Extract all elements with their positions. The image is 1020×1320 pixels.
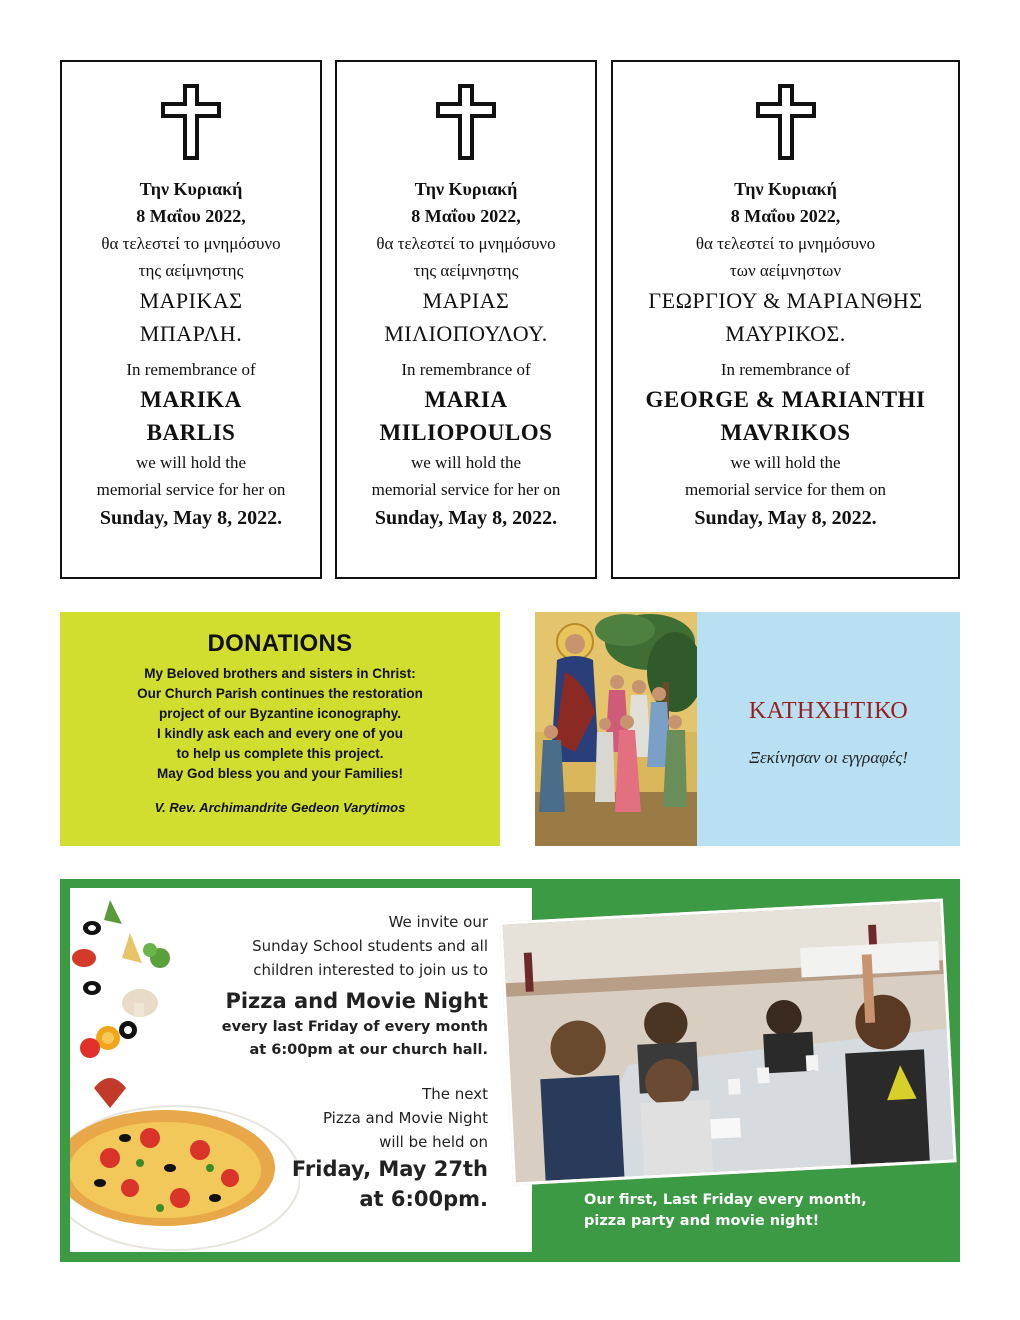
en-name-last: MILIOPOULOS xyxy=(379,420,553,445)
donations-title: DONATIONS xyxy=(207,630,353,657)
donations-line: to help us complete this project. xyxy=(176,746,384,761)
en-service: memorial service for her on xyxy=(371,480,561,499)
catechism-subtitle: Ξεκίνησαν οι εγγραφές! xyxy=(749,748,908,767)
event-title: Pizza and Movie Night xyxy=(225,989,488,1013)
en-name-last: MAVRIKOS xyxy=(720,420,851,445)
en-date: Sunday, May 8, 2022. xyxy=(99,507,283,529)
gr-date: 8 Μαΐου 2022, xyxy=(136,206,246,226)
schedule-line: at 6:00pm at our church hall. xyxy=(249,1042,488,1058)
donations-signature: V. Rev. Archimandrite Gedeon Varytimos xyxy=(154,800,406,815)
next-line: The next xyxy=(422,1085,488,1103)
donations-line: My Beloved brothers and sisters in Christ: xyxy=(144,666,416,681)
next-date: Friday, May 27th xyxy=(291,1157,488,1181)
gr-name-first: ΓΕΩΡΓΙΟΥ & ΜΑΡΙΑΝΘΗΣ xyxy=(648,288,923,313)
donations-line: Our Church Parish continues the restoration xyxy=(137,686,423,701)
en-hold: we will hold the xyxy=(730,453,841,472)
invite-line: children interested to join us to xyxy=(253,961,488,979)
pizza-invitation xyxy=(222,910,488,1214)
memorial-card-miliopoulos xyxy=(335,60,597,579)
caption-line: pizza party and movie night! xyxy=(584,1213,820,1229)
en-name-first: MARIKA xyxy=(140,387,242,412)
donations-message xyxy=(60,664,500,784)
en-hold: we will hold the xyxy=(410,453,521,472)
invite-line: We invite our xyxy=(388,913,488,931)
donations-line: May God bless you and your Families! xyxy=(156,766,404,781)
en-remembrance: In remembrance of xyxy=(401,360,531,379)
gr-date: 8 Μαΐου 2022, xyxy=(730,206,841,226)
catechism-panel xyxy=(535,612,960,846)
invite-line: Sunday School students and all xyxy=(252,937,488,955)
gr-service: θα τελεστεί το μνημόσυνο xyxy=(101,234,281,253)
cross-icon xyxy=(754,84,818,160)
caption-line: Our first, Last Friday every month, xyxy=(584,1192,867,1208)
cross-icon xyxy=(159,84,223,160)
gr-day: Την Κυριακή xyxy=(414,179,518,199)
pizza-night-flyer xyxy=(70,888,532,1252)
next-line: Pizza and Movie Night xyxy=(322,1109,488,1127)
cross-icon xyxy=(434,84,498,160)
gr-late: της αείμνηστης xyxy=(413,261,519,280)
gr-late: της αείμνηστης xyxy=(138,261,244,280)
pizza-party-photo xyxy=(499,899,956,1186)
next-time: at 6:00pm. xyxy=(359,1187,488,1211)
gr-name-last: ΜΠΑΡΛΗ. xyxy=(139,321,243,346)
donations-line: project of our Byzantine iconography. xyxy=(158,706,402,721)
en-service: memorial service for her on xyxy=(96,480,286,499)
gr-service: θα τελεστεί το μνημόσυνο xyxy=(695,234,876,253)
photo-caption xyxy=(584,1190,944,1232)
gr-day: Την Κυριακή xyxy=(139,179,243,199)
memorial-card-mavrikos xyxy=(611,60,960,579)
gr-service: θα τελεστεί το μνημόσυνο xyxy=(376,234,556,253)
donations-line: I kindly ask each and every one of you xyxy=(156,726,404,741)
en-date: Sunday, May 8, 2022. xyxy=(374,507,558,529)
gr-date: 8 Μαΐου 2022, xyxy=(411,206,521,226)
en-remembrance: In remembrance of xyxy=(720,360,851,379)
gr-name-last: ΜΙΛΙΟΠΟΥΛΟΥ. xyxy=(384,321,548,346)
en-hold: we will hold the xyxy=(135,453,246,472)
gr-day: Την Κυριακή xyxy=(734,179,837,199)
gr-name-last: ΜΑΥΡΙΚΟΣ. xyxy=(725,321,846,346)
memorial-card-barlis xyxy=(60,60,322,579)
en-name-first: MARIA xyxy=(424,387,508,412)
en-service: memorial service for them on xyxy=(684,480,887,499)
schedule-line: every last Friday of every month xyxy=(221,1019,488,1035)
donations-panel xyxy=(60,612,500,846)
byzantine-icon-image xyxy=(535,612,697,846)
gr-name-first: ΜΑΡΙΚΑΣ xyxy=(139,288,243,313)
gr-late: των αείμνηστων xyxy=(729,261,842,280)
en-name-first: GEORGE & MARIANTHI xyxy=(645,387,926,412)
en-date: Sunday, May 8, 2022. xyxy=(694,507,877,529)
party-photo-image xyxy=(503,902,954,1183)
next-line: will be held on xyxy=(379,1133,488,1151)
gr-name-first: ΜΑΡΙΑΣ xyxy=(422,288,510,313)
en-name-last: BARLIS xyxy=(146,420,236,445)
catechism-title: ΚΑΤΗΧΗΤΙΚΟ xyxy=(748,698,909,724)
en-remembrance: In remembrance of xyxy=(126,360,256,379)
